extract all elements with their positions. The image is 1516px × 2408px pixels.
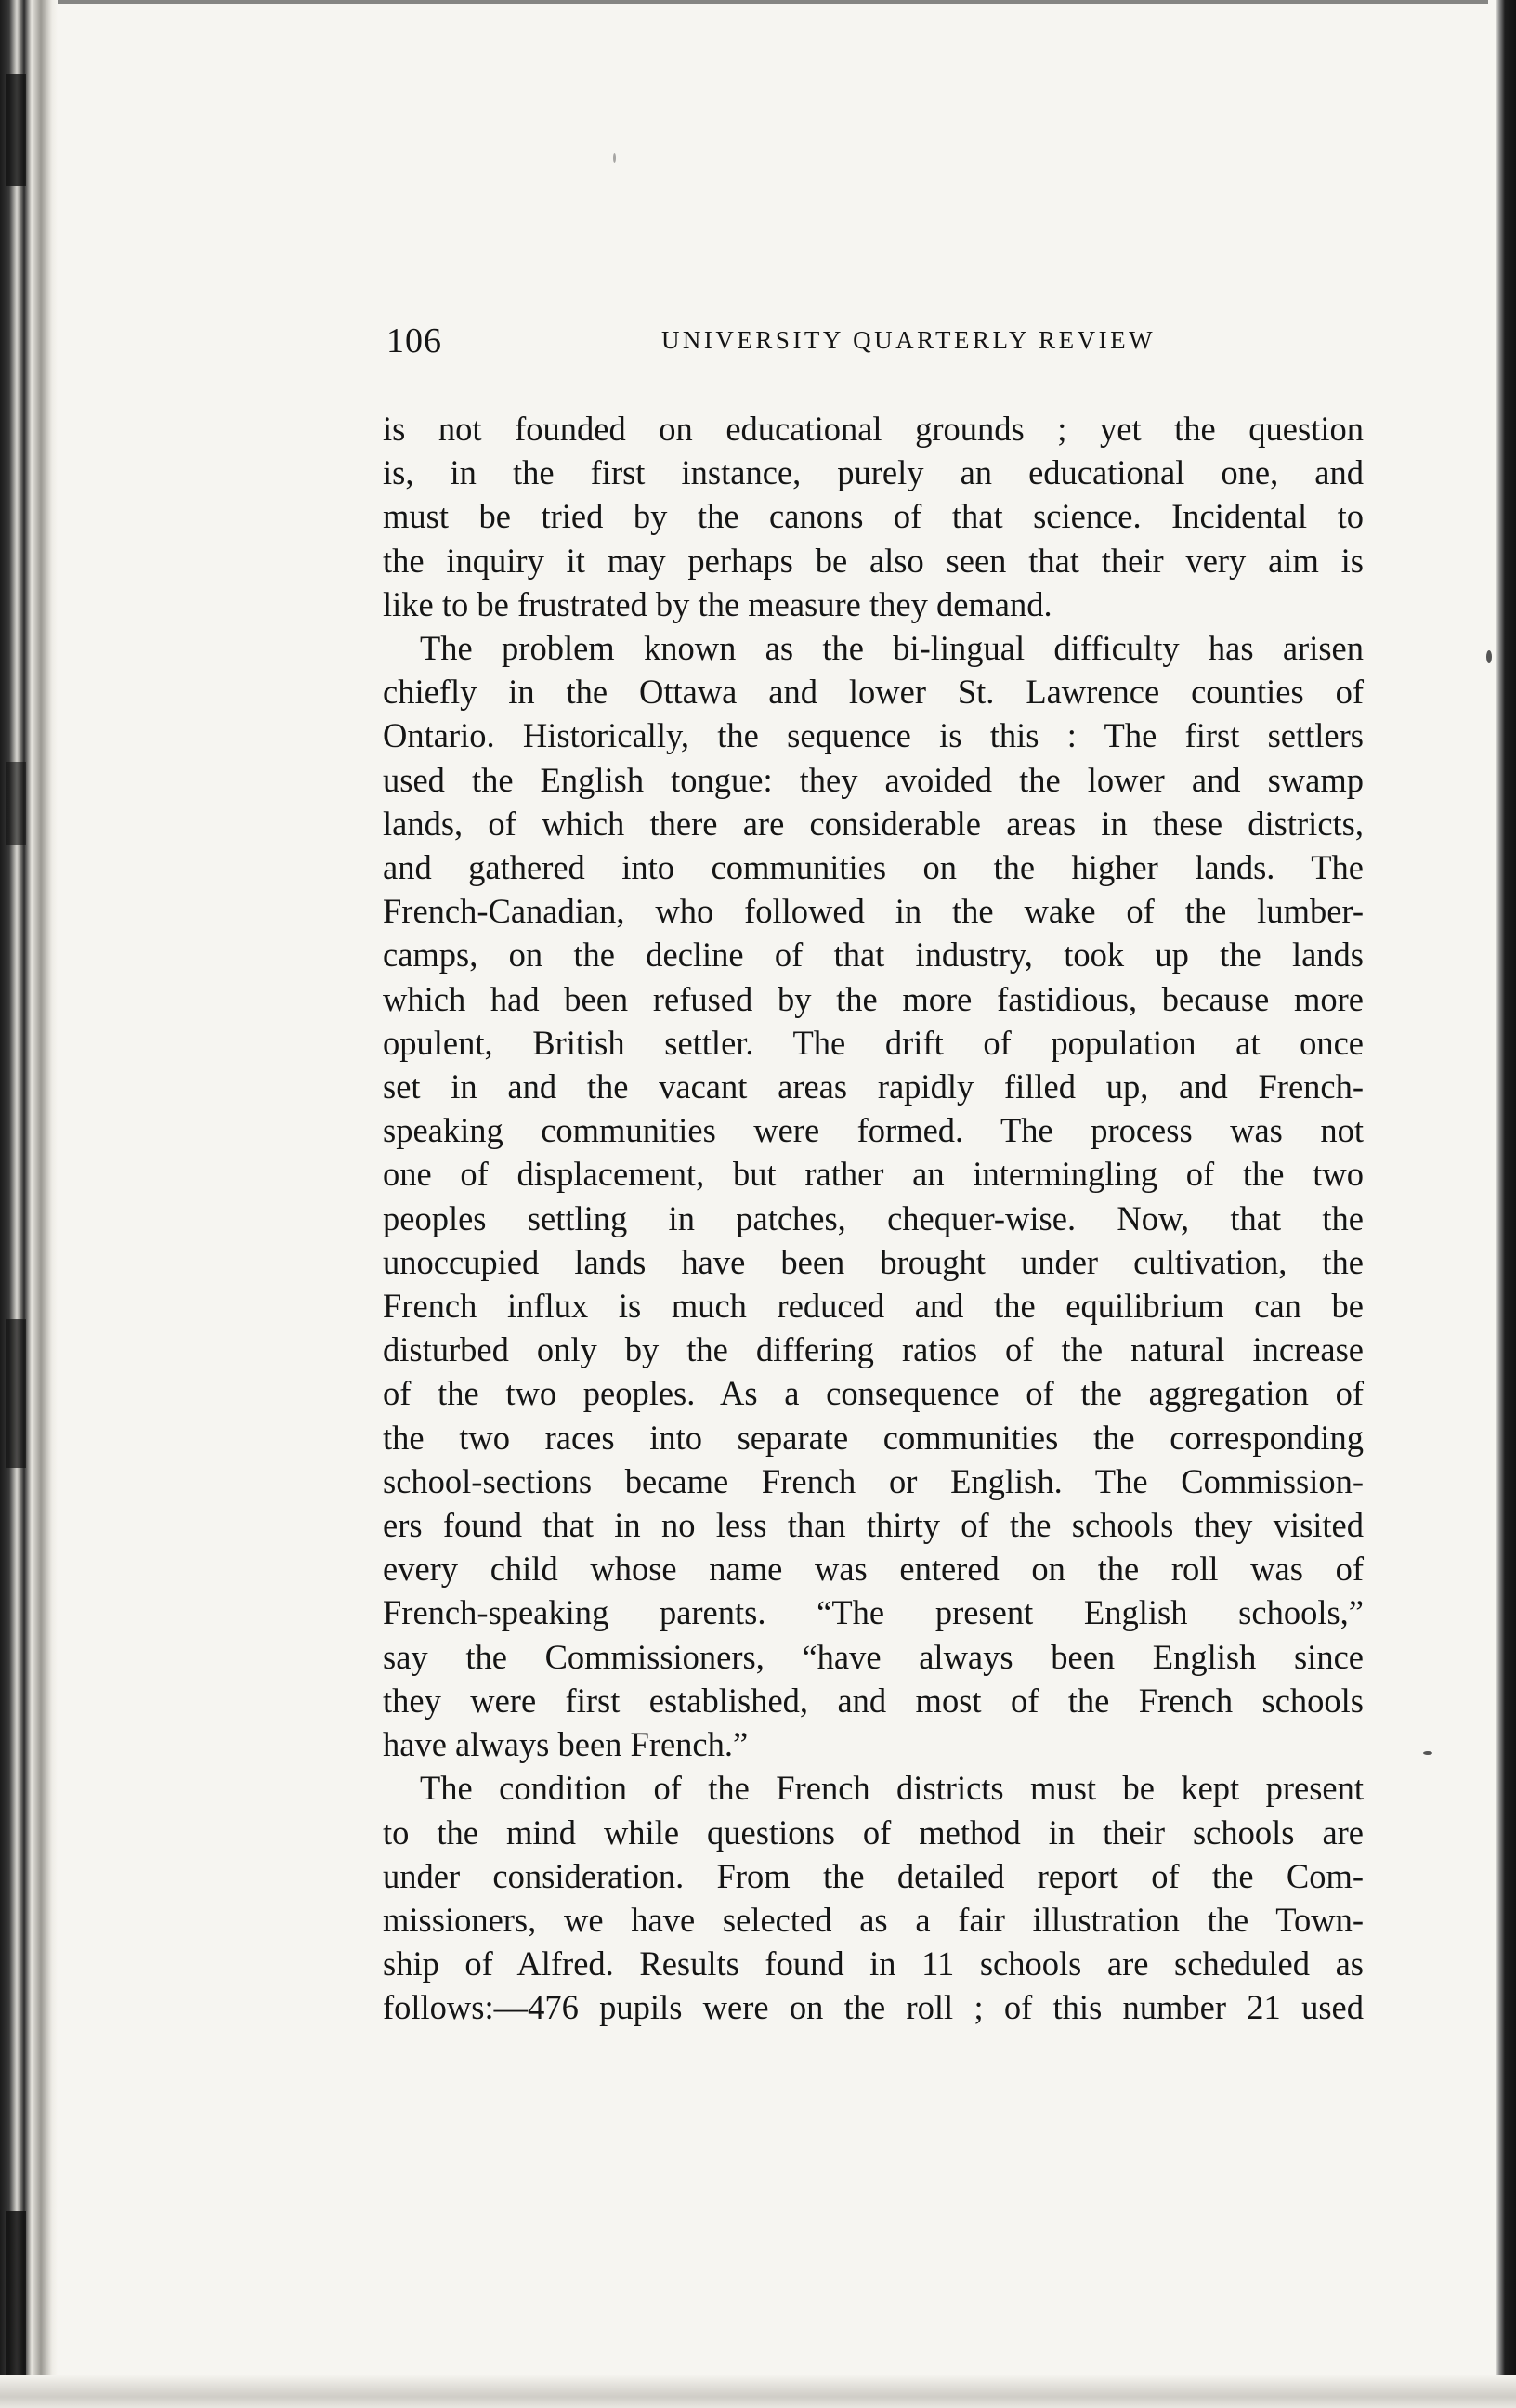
text-line: opulent, British settler. The drift of population at once (383, 1023, 1364, 1062)
binding-shadow (6, 2211, 26, 2378)
text-line: is, in the first instance, purely an educational one, and (383, 453, 1364, 492)
top-scan-edge (56, 0, 1488, 4)
text-line: and gathered into communities on the higher lands. The (383, 848, 1364, 887)
text-line: is not founded on educational grounds ; yet the question (383, 410, 1364, 448)
text-line: to the mind while questions of method in their schools are (383, 1813, 1364, 1852)
text-line: French-Canadian, who followed in the wake of the lumber- (383, 892, 1364, 931)
text-line: have always been French.” (383, 1725, 749, 1764)
text-line: follows:—476 pupils were on the roll ; of this number 21 used (383, 1988, 1364, 2027)
text-line: camps, on the decline of that industry, took up the lands (383, 936, 1364, 975)
text-line: The condition of the French districts must be kept present (420, 1769, 1364, 1808)
right-scan-edge (1496, 0, 1516, 2408)
text-line: French influx is much reduced and the equilibrium can be (383, 1287, 1364, 1326)
text-line: unoccupied lands have been brought under cultivation, the (383, 1242, 1364, 1281)
running-head (386, 321, 1375, 367)
text-line: they were first established, and most of the French schools (383, 1681, 1364, 1720)
page-number: 106 (386, 321, 442, 360)
text-line: the two races into separate communities the corresponding (383, 1418, 1364, 1457)
paragraph (383, 407, 1364, 626)
text-line: disturbed only by the differing ratios of the natural increase (383, 1330, 1364, 1369)
text-line: set in and the vacant areas rapidly filled up, and French- (383, 1067, 1364, 1106)
text-line: school-sections became French or English. The Commission- (383, 1461, 1364, 1500)
binding-shadow (6, 74, 26, 186)
text-line: which had been refused by the more fastidious, because more (383, 979, 1364, 1018)
text-line: of the two peoples. As a consequence of the aggregation of (383, 1374, 1364, 1413)
text-line: used the English tongue: they avoided the lower and swamp (383, 760, 1364, 799)
text-line: The problem known as the bi-lingual difficulty has arisen (420, 629, 1364, 668)
text-line: French-speaking parents. “The present English schools,” (383, 1593, 1364, 1632)
binding-edge (0, 0, 58, 2408)
journal-title: UNIVERSITY QUARTERLY REVIEW (660, 326, 1157, 354)
binding-shadow (6, 762, 26, 845)
scan-speck (1486, 650, 1492, 663)
text-line: under consideration. From the detailed report of the Com- (383, 1856, 1364, 1895)
text-line: like to be frustrated by the measure they demand. (383, 584, 1052, 623)
text-line: peoples settling in patches, chequer-wise. Now, that the (383, 1198, 1364, 1237)
binding-shadow (6, 1319, 26, 1468)
text-line: every child whose name was entered on the roll was of (383, 1550, 1364, 1589)
paragraph (383, 1766, 1364, 2029)
text-line: one of displacement, but rather an intermingling of the two (383, 1155, 1364, 1194)
text-line: ship of Alfred. Results found in 11 schools are scheduled as (383, 1944, 1364, 1983)
text-line: ers found that in no less than thirty of the schools they visited (383, 1506, 1364, 1545)
text-line: the inquiry it may perhaps be also seen that their very aim is (383, 541, 1364, 580)
text-line: Ontario. Historically, the sequence is this : The first settlers (383, 716, 1364, 755)
text-line: lands, of which there are considerable areas in these districts, (383, 804, 1364, 843)
scan-speck (613, 153, 616, 163)
body-text (383, 407, 1364, 2030)
text-line: say the Commissioners, “have always been English since (383, 1637, 1364, 1676)
paragraph (383, 626, 1364, 1766)
text-line: must be tried by the canons of that science. Incidental to (383, 497, 1364, 536)
text-line: missioners, we have selected as a fair illustration the Town- (383, 1900, 1364, 1939)
bottom-scan-edge (0, 2375, 1516, 2408)
scan-speck (1423, 1751, 1432, 1755)
text-line: chiefly in the Ottawa and lower St. Lawrence counties of (383, 673, 1364, 712)
text-line: speaking communities were formed. The process was not (383, 1111, 1364, 1150)
